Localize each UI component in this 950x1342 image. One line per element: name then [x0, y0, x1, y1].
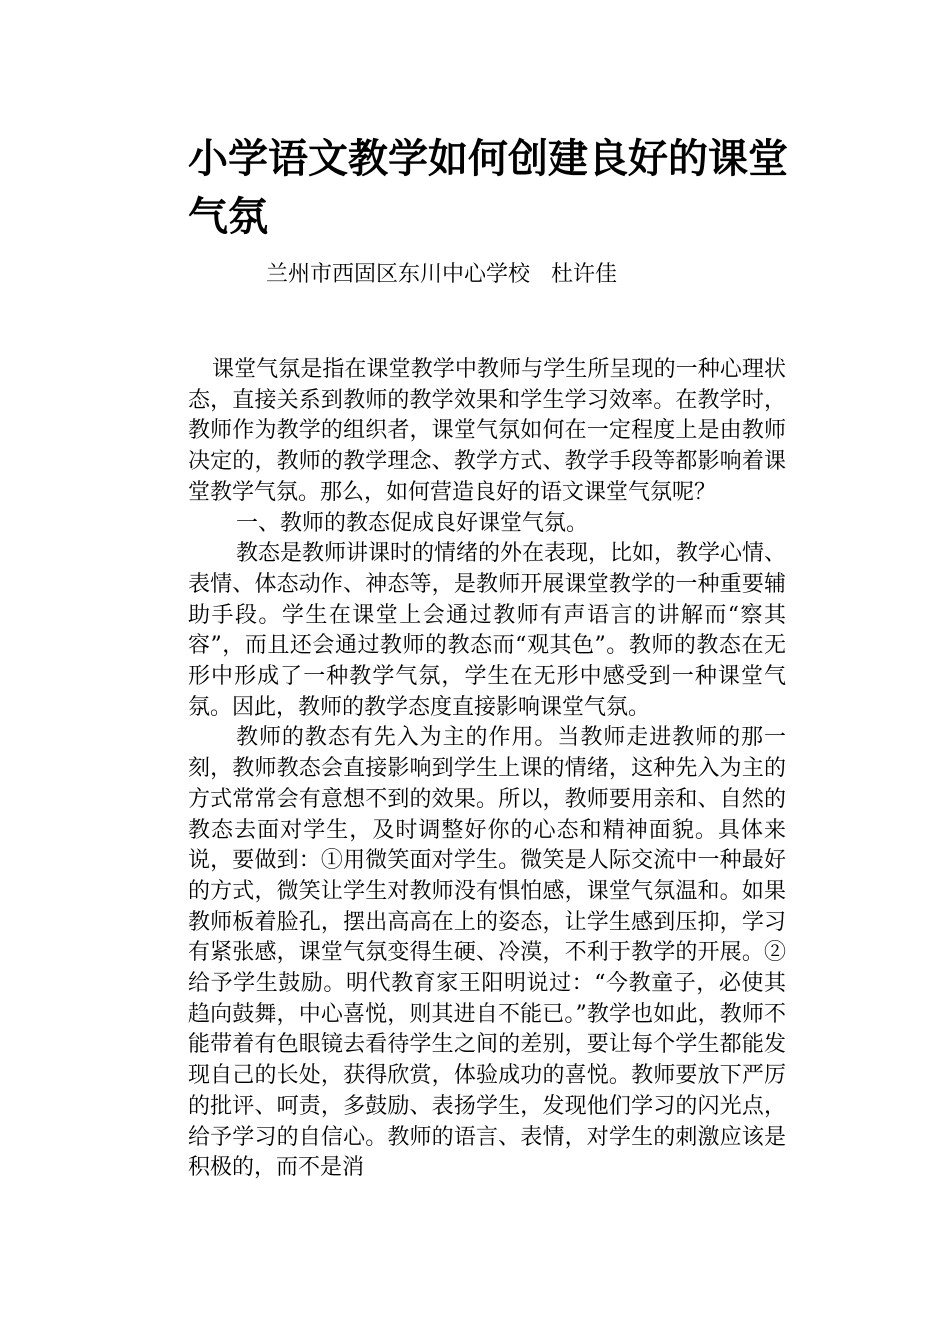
- paragraph-intro: 课堂气氛是指在课堂教学中教师与学生所呈现的一种心理状态，直接关系到教师的教学效果和学生学习效率。在教学时，教师作为教学的组织者，课堂气氛如何在一定程度上是由教师决定的，教师的教学理念、教学方式、教学手段等都影响着课堂教学气氛。那么，如何营造良好的语文课堂气氛呢？: [188, 357, 786, 505]
- document-body: [188, 355, 786, 1184]
- paragraph-teaching-demeanor: 教态是教师讲课时的情绪的外在表现，比如，教学心情、表情、体态动作、神态等，是教师开展课堂教学的一种重要辅助手段。学生在课堂上会通过教师有声语言的讲解而“察其容”，而且还会通过教师的教态而“观其色”。教师的教态在无形中形成了一种教学气氛，学生在无形中感受到一种课堂气氛。因此，教师的教学态度直接影响课堂气氛。: [188, 541, 787, 720]
- section-heading-1: 一、教师的教态促成良好课堂气氛。: [236, 510, 589, 536]
- author-line: 兰州市西固区东川中心学校 杜许佳: [266, 262, 617, 287]
- document-title: 小学语文教学如何创建良好的课堂气氛: [188, 136, 788, 240]
- paragraph-first-impression: 教师的教态有先入为主的作用。当教师走进教师的那一刻，教师教态会直接影响到学生上课的情绪，这种先入为主的方式常常会有意想不到的效果。所以，教师要用亲和、自然的教态去面对学生，及时调整好你的心态和精神面貌。具体来说，要做到：①用微笑面对学生。微笑是人际交流中一种最好的方式，微笑让学生对教师没有惧怕感，课堂气氛温和。如果教师板着脸孔，摆出高高在上的姿态，让学生感到压抑，学习有紧张感，课堂气氛变得生硬、冷漠，不利于教学的开展。②给予学生鼓励。明代教育家王阳明说过：“今教童子，必使其趋向鼓舞，中心喜悦，则其进自不能已。”教学也如此，教师不能带着有色眼镜去看待学生之间的差别，要让每个学生都能发现自己的长处，获得欣赏，体验成功的喜悦。教师要放下严厉的批评、呵责，多鼓励、表扬学生，发现他们学习的闪光点，给予学习的自信心。教师的语言、表情，对学生的刺激应该是积极的，而不是消: [188, 725, 786, 1181]
